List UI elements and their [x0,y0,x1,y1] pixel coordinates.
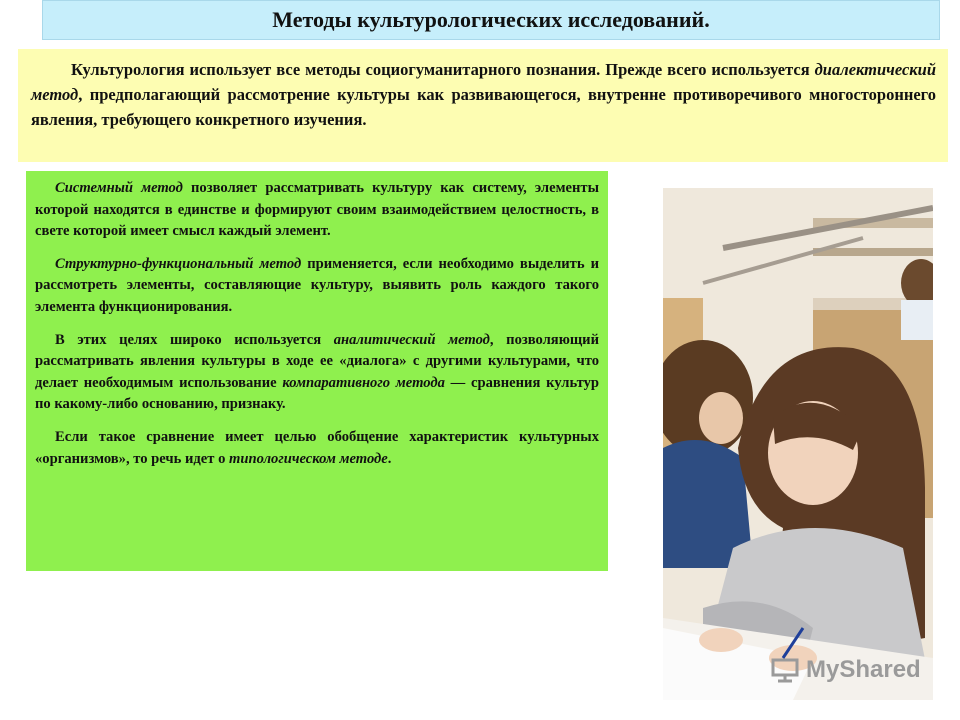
method-term: Системный метод [55,180,183,196]
text-run: . [387,450,392,467]
text-run: , предполагающий рассмотрение культуры как развивающегося, внутренне противоречивого многостороннего явления, требующего конкретного изучения. [31,85,936,129]
text-run: В этих целях широко используется [55,331,334,348]
slide-title: Методы культурологических исследований. [272,7,710,32]
method-term: типологическом методе [229,450,388,467]
myshared-logo-icon [770,657,800,683]
method-paragraph-analytic-comparative [35,330,599,416]
method-term: диалектический метод [31,60,936,104]
methods-box [26,171,608,571]
method-paragraph-systemic [35,178,599,243]
text-run: , позволяющий рассматривать явления культуры в ходе ее «диалога» с другими культурами, что делает необходимым использование [35,331,599,391]
students-illustration [663,188,933,700]
text-run: Культурология использует все методы социогуманитарного познания. Прежде всего используется [71,60,815,79]
method-paragraph-typological [35,427,599,470]
method-term: Структурно-функциональный метод [55,255,302,272]
method-paragraph-structural-functional [35,254,599,319]
text-run: Если такое сравнение имеет целью обобщение характеристик культурных «организмов», то речь идет о [35,428,599,467]
method-term: компаративного метода [282,374,445,391]
method-term: аналитический метод [333,331,490,348]
slide-title-bar [42,0,940,40]
watermark-logo [770,656,921,684]
watermark-text: MyShared [806,656,921,683]
students-writing-photo [663,188,933,700]
text-run: — сравнения культур по какому-либо основанию, признаку. [35,374,599,413]
text-run: применяется, если необходимо выделить и рассмотреть элементы, составляющие культуру, выявить роль каждого такого элемента функционирования. [35,255,599,315]
intro-paragraph [31,57,936,132]
text-run: позволяет рассматривать культуру как систему, элементы которой находятся в единстве и формируют своим взаимодействием целостность, в свете которой имеет смысл каждый элемент. [35,180,599,240]
intro-box [18,49,948,162]
